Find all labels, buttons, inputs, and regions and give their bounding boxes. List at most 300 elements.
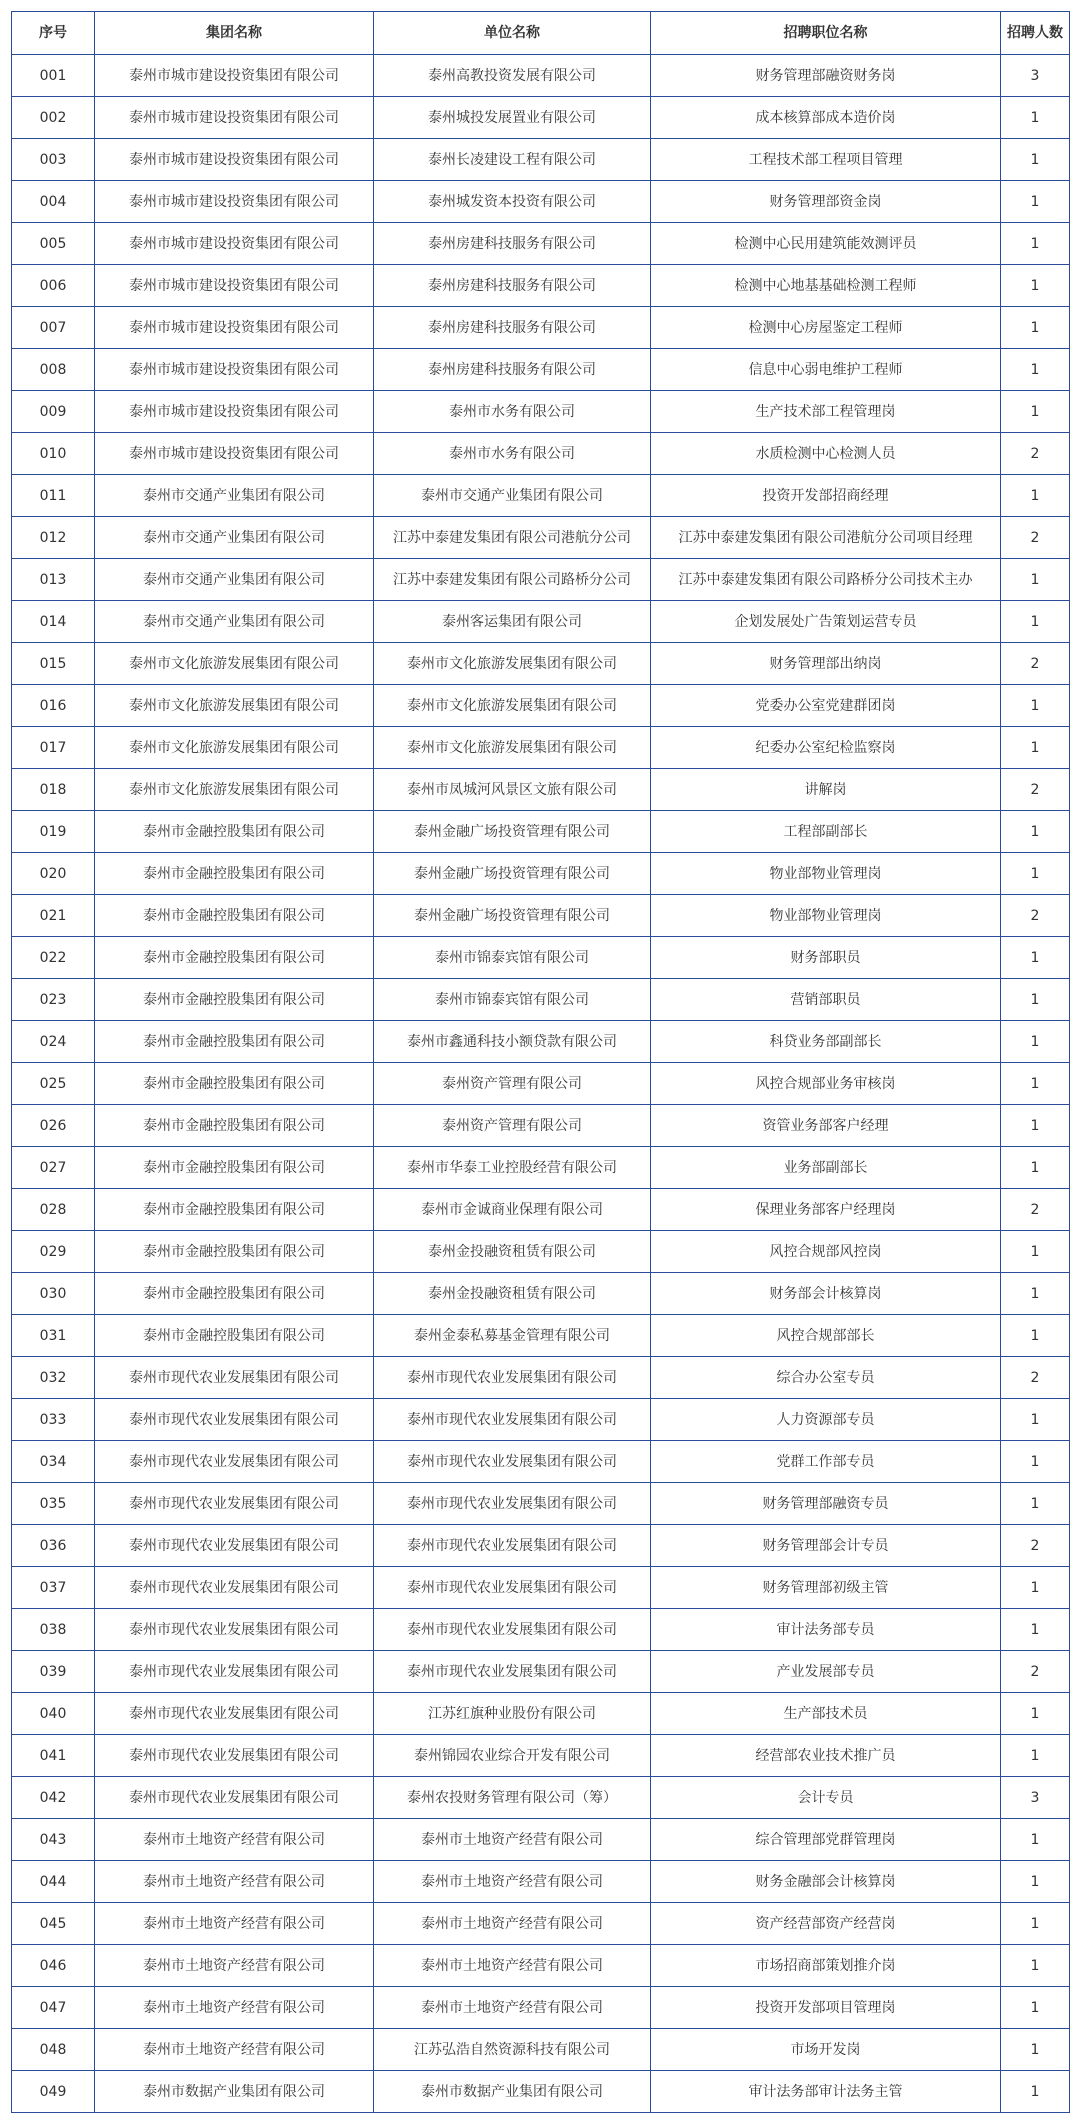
headcount-cell: 1: [1001, 391, 1070, 433]
position-name-cell: 工程部副部长: [651, 811, 1001, 853]
table-row: [12, 1861, 1070, 1903]
unit-name-cell: 泰州市现代农业发展集团有限公司: [374, 1525, 651, 1567]
table-row: [12, 1609, 1070, 1651]
headcount-cell: 1: [1001, 1231, 1070, 1273]
serial-cell: 049: [12, 2071, 95, 2113]
unit-name-cell: 泰州市文化旅游发展集团有限公司: [374, 727, 651, 769]
headcount-cell: 1: [1001, 2071, 1070, 2113]
serial-cell: 034: [12, 1441, 95, 1483]
table-row: [12, 1357, 1070, 1399]
group-name-cell: 泰州市城市建设投资集团有限公司: [95, 265, 374, 307]
unit-name-cell: 泰州市现代农业发展集团有限公司: [374, 1609, 651, 1651]
unit-name-cell: 泰州资产管理有限公司: [374, 1105, 651, 1147]
position-name-cell: 讲解岗: [651, 769, 1001, 811]
unit-name-cell: 泰州市水务有限公司: [374, 391, 651, 433]
table-row: [12, 769, 1070, 811]
unit-name-cell: 泰州市现代农业发展集团有限公司: [374, 1357, 651, 1399]
serial-cell: 021: [12, 895, 95, 937]
group-name-cell: 泰州市城市建设投资集团有限公司: [95, 433, 374, 475]
serial-cell: 024: [12, 1021, 95, 1063]
position-name-cell: 资管业务部客户经理: [651, 1105, 1001, 1147]
position-name-cell: 生产部技术员: [651, 1693, 1001, 1735]
unit-name-cell: 泰州市锦泰宾馆有限公司: [374, 979, 651, 1021]
headcount-cell: 1: [1001, 139, 1070, 181]
table-row: [12, 2071, 1070, 2113]
group-name-cell: 泰州市土地资产经营有限公司: [95, 1987, 374, 2029]
group-name-cell: 泰州市土地资产经营有限公司: [95, 1819, 374, 1861]
group-name-cell: 泰州市金融控股集团有限公司: [95, 1315, 374, 1357]
serial-cell: 023: [12, 979, 95, 1021]
table-row: [12, 811, 1070, 853]
serial-cell: 020: [12, 853, 95, 895]
position-name-cell: 工程技术部工程项目管理: [651, 139, 1001, 181]
group-name-cell: 泰州市土地资产经营有限公司: [95, 2029, 374, 2071]
unit-name-cell: 泰州金融广场投资管理有限公司: [374, 811, 651, 853]
position-name-cell: 财务管理部会计专员: [651, 1525, 1001, 1567]
unit-name-cell: 泰州市土地资产经营有限公司: [374, 1903, 651, 1945]
unit-name-cell: 泰州房建科技服务有限公司: [374, 223, 651, 265]
unit-name-cell: 泰州金投融资租赁有限公司: [374, 1273, 651, 1315]
serial-cell: 026: [12, 1105, 95, 1147]
table-row: [12, 55, 1070, 97]
header-position-name: 招聘职位名称: [651, 12, 1001, 55]
table-row: [12, 307, 1070, 349]
table-row: [12, 1231, 1070, 1273]
headcount-cell: 1: [1001, 2029, 1070, 2071]
serial-cell: 029: [12, 1231, 95, 1273]
serial-cell: 036: [12, 1525, 95, 1567]
group-name-cell: 泰州市金融控股集团有限公司: [95, 1021, 374, 1063]
group-name-cell: 泰州市现代农业发展集团有限公司: [95, 1777, 374, 1819]
headcount-cell: 1: [1001, 937, 1070, 979]
table-row: [12, 1483, 1070, 1525]
unit-name-cell: 江苏红旗种业股份有限公司: [374, 1693, 651, 1735]
header-unit-name: 单位名称: [374, 12, 651, 55]
headcount-cell: 1: [1001, 1273, 1070, 1315]
group-name-cell: 泰州市文化旅游发展集团有限公司: [95, 727, 374, 769]
unit-name-cell: 泰州锦园农业综合开发有限公司: [374, 1735, 651, 1777]
headcount-cell: 3: [1001, 55, 1070, 97]
position-name-cell: 纪委办公室纪检监察岗: [651, 727, 1001, 769]
unit-name-cell: 泰州金泰私募基金管理有限公司: [374, 1315, 651, 1357]
group-name-cell: 泰州市文化旅游发展集团有限公司: [95, 769, 374, 811]
group-name-cell: 泰州市现代农业发展集团有限公司: [95, 1525, 374, 1567]
table-row: [12, 2029, 1070, 2071]
serial-cell: 012: [12, 517, 95, 559]
group-name-cell: 泰州市金融控股集团有限公司: [95, 1147, 374, 1189]
headcount-cell: 1: [1001, 307, 1070, 349]
headcount-cell: 1: [1001, 1105, 1070, 1147]
position-name-cell: 风控合规部业务审核岗: [651, 1063, 1001, 1105]
recruitment-table: [11, 11, 1070, 2113]
unit-name-cell: 泰州市锦泰宾馆有限公司: [374, 937, 651, 979]
serial-cell: 022: [12, 937, 95, 979]
table-row: [12, 1945, 1070, 1987]
table-row: [12, 1735, 1070, 1777]
group-name-cell: 泰州市金融控股集团有限公司: [95, 1189, 374, 1231]
unit-name-cell: 泰州市交通产业集团有限公司: [374, 475, 651, 517]
position-name-cell: 物业部物业管理岗: [651, 853, 1001, 895]
serial-cell: 010: [12, 433, 95, 475]
table-row: [12, 97, 1070, 139]
header-serial: 序号: [12, 12, 95, 55]
headcount-cell: 1: [1001, 265, 1070, 307]
serial-cell: 015: [12, 643, 95, 685]
table-row: [12, 1189, 1070, 1231]
serial-cell: 038: [12, 1609, 95, 1651]
unit-name-cell: 泰州金投融资租赁有限公司: [374, 1231, 651, 1273]
serial-cell: 035: [12, 1483, 95, 1525]
unit-name-cell: 泰州市土地资产经营有限公司: [374, 1861, 651, 1903]
serial-cell: 042: [12, 1777, 95, 1819]
headcount-cell: 1: [1001, 1399, 1070, 1441]
headcount-cell: 1: [1001, 1609, 1070, 1651]
position-name-cell: 保理业务部客户经理岗: [651, 1189, 1001, 1231]
headcount-cell: 1: [1001, 1147, 1070, 1189]
table-row: [12, 1777, 1070, 1819]
headcount-cell: 2: [1001, 1651, 1070, 1693]
group-name-cell: 泰州市城市建设投资集团有限公司: [95, 55, 374, 97]
table-header: [12, 12, 1070, 55]
serial-cell: 013: [12, 559, 95, 601]
headcount-cell: 1: [1001, 559, 1070, 601]
headcount-cell: 2: [1001, 1357, 1070, 1399]
header-row: [12, 12, 1070, 55]
headcount-cell: 1: [1001, 1567, 1070, 1609]
serial-cell: 030: [12, 1273, 95, 1315]
headcount-cell: 1: [1001, 475, 1070, 517]
group-name-cell: 泰州市数据产业集团有限公司: [95, 2071, 374, 2113]
headcount-cell: 2: [1001, 433, 1070, 475]
table-row: [12, 1315, 1070, 1357]
group-name-cell: 泰州市金融控股集团有限公司: [95, 1273, 374, 1315]
unit-name-cell: 泰州市土地资产经营有限公司: [374, 1945, 651, 1987]
table-row: [12, 895, 1070, 937]
headcount-cell: 1: [1001, 1945, 1070, 1987]
position-name-cell: 党委办公室党建群团岗: [651, 685, 1001, 727]
unit-name-cell: 泰州市文化旅游发展集团有限公司: [374, 685, 651, 727]
position-name-cell: 综合管理部党群管理岗: [651, 1819, 1001, 1861]
headcount-cell: 1: [1001, 1063, 1070, 1105]
serial-cell: 045: [12, 1903, 95, 1945]
table-row: [12, 1651, 1070, 1693]
group-name-cell: 泰州市交通产业集团有限公司: [95, 559, 374, 601]
serial-cell: 039: [12, 1651, 95, 1693]
position-name-cell: 信息中心弱电维护工程师: [651, 349, 1001, 391]
table-row: [12, 349, 1070, 391]
position-name-cell: 企划发展处广告策划运营专员: [651, 601, 1001, 643]
table-row: [12, 475, 1070, 517]
group-name-cell: 泰州市现代农业发展集团有限公司: [95, 1567, 374, 1609]
table-row: [12, 1399, 1070, 1441]
unit-name-cell: 泰州金融广场投资管理有限公司: [374, 853, 651, 895]
group-name-cell: 泰州市城市建设投资集团有限公司: [95, 391, 374, 433]
serial-cell: 018: [12, 769, 95, 811]
headcount-cell: 1: [1001, 1693, 1070, 1735]
unit-name-cell: 泰州农投财务管理有限公司（筹）: [374, 1777, 651, 1819]
serial-cell: 008: [12, 349, 95, 391]
unit-name-cell: 泰州市现代农业发展集团有限公司: [374, 1567, 651, 1609]
group-name-cell: 泰州市交通产业集团有限公司: [95, 475, 374, 517]
serial-cell: 009: [12, 391, 95, 433]
group-name-cell: 泰州市城市建设投资集团有限公司: [95, 307, 374, 349]
position-name-cell: 财务部会计核算岗: [651, 1273, 1001, 1315]
position-name-cell: 党群工作部专员: [651, 1441, 1001, 1483]
group-name-cell: 泰州市城市建设投资集团有限公司: [95, 97, 374, 139]
group-name-cell: 泰州市金融控股集团有限公司: [95, 979, 374, 1021]
position-name-cell: 产业发展部专员: [651, 1651, 1001, 1693]
group-name-cell: 泰州市现代农业发展集团有限公司: [95, 1357, 374, 1399]
position-name-cell: 人力资源部专员: [651, 1399, 1001, 1441]
serial-cell: 031: [12, 1315, 95, 1357]
headcount-cell: 3: [1001, 1777, 1070, 1819]
serial-cell: 014: [12, 601, 95, 643]
position-name-cell: 审计法务部专员: [651, 1609, 1001, 1651]
serial-cell: 048: [12, 2029, 95, 2071]
group-name-cell: 泰州市城市建设投资集团有限公司: [95, 181, 374, 223]
position-name-cell: 业务部副部长: [651, 1147, 1001, 1189]
headcount-cell: 2: [1001, 895, 1070, 937]
headcount-cell: 1: [1001, 1483, 1070, 1525]
position-name-cell: 财务金融部会计核算岗: [651, 1861, 1001, 1903]
group-name-cell: 泰州市城市建设投资集团有限公司: [95, 139, 374, 181]
position-name-cell: 会计专员: [651, 1777, 1001, 1819]
headcount-cell: 2: [1001, 1525, 1070, 1567]
table-row: [12, 853, 1070, 895]
position-name-cell: 市场开发岗: [651, 2029, 1001, 2071]
serial-cell: 041: [12, 1735, 95, 1777]
serial-cell: 005: [12, 223, 95, 265]
unit-name-cell: 泰州市现代农业发展集团有限公司: [374, 1399, 651, 1441]
serial-cell: 044: [12, 1861, 95, 1903]
unit-name-cell: 泰州房建科技服务有限公司: [374, 307, 651, 349]
unit-name-cell: 泰州高教投资发展有限公司: [374, 55, 651, 97]
headcount-cell: 1: [1001, 1441, 1070, 1483]
headcount-cell: 1: [1001, 97, 1070, 139]
position-name-cell: 财务管理部融资专员: [651, 1483, 1001, 1525]
serial-cell: 016: [12, 685, 95, 727]
unit-name-cell: 泰州市凤城河风景区文旅有限公司: [374, 769, 651, 811]
headcount-cell: 2: [1001, 643, 1070, 685]
position-name-cell: 生产技术部工程管理岗: [651, 391, 1001, 433]
unit-name-cell: 江苏中泰建发集团有限公司路桥分公司: [374, 559, 651, 601]
table-row: [12, 1987, 1070, 2029]
headcount-cell: 1: [1001, 223, 1070, 265]
position-name-cell: 江苏中泰建发集团有限公司港航分公司项目经理: [651, 517, 1001, 559]
serial-cell: 002: [12, 97, 95, 139]
position-name-cell: 资产经营部资产经营岗: [651, 1903, 1001, 1945]
group-name-cell: 泰州市土地资产经营有限公司: [95, 1945, 374, 1987]
table-row: [12, 265, 1070, 307]
serial-cell: 047: [12, 1987, 95, 2029]
unit-name-cell: 泰州长凌建设工程有限公司: [374, 139, 651, 181]
serial-cell: 025: [12, 1063, 95, 1105]
table-row: [12, 391, 1070, 433]
position-name-cell: 财务管理部融资财务岗: [651, 55, 1001, 97]
header-group-name: 集团名称: [95, 12, 374, 55]
group-name-cell: 泰州市城市建设投资集团有限公司: [95, 349, 374, 391]
serial-cell: 011: [12, 475, 95, 517]
position-name-cell: 市场招商部策划推介岗: [651, 1945, 1001, 1987]
unit-name-cell: 泰州市数据产业集团有限公司: [374, 2071, 651, 2113]
table-row: [12, 223, 1070, 265]
unit-name-cell: 泰州市华泰工业控股经营有限公司: [374, 1147, 651, 1189]
table-row: [12, 979, 1070, 1021]
unit-name-cell: 泰州房建科技服务有限公司: [374, 349, 651, 391]
unit-name-cell: 泰州市水务有限公司: [374, 433, 651, 475]
table-row: [12, 937, 1070, 979]
group-name-cell: 泰州市现代农业发展集团有限公司: [95, 1441, 374, 1483]
headcount-cell: 1: [1001, 349, 1070, 391]
headcount-cell: 1: [1001, 1021, 1070, 1063]
headcount-cell: 1: [1001, 811, 1070, 853]
table-row: [12, 1819, 1070, 1861]
unit-name-cell: 泰州市现代农业发展集团有限公司: [374, 1441, 651, 1483]
unit-name-cell: 泰州市文化旅游发展集团有限公司: [374, 643, 651, 685]
group-name-cell: 泰州市现代农业发展集团有限公司: [95, 1693, 374, 1735]
group-name-cell: 泰州市交通产业集团有限公司: [95, 601, 374, 643]
group-name-cell: 泰州市金融控股集团有限公司: [95, 811, 374, 853]
unit-name-cell: 泰州金融广场投资管理有限公司: [374, 895, 651, 937]
position-name-cell: 财务管理部初级主管: [651, 1567, 1001, 1609]
table-row: [12, 601, 1070, 643]
serial-cell: 019: [12, 811, 95, 853]
table-row: [12, 1021, 1070, 1063]
group-name-cell: 泰州市现代农业发展集团有限公司: [95, 1651, 374, 1693]
group-name-cell: 泰州市文化旅游发展集团有限公司: [95, 643, 374, 685]
unit-name-cell: 泰州市现代农业发展集团有限公司: [374, 1651, 651, 1693]
serial-cell: 007: [12, 307, 95, 349]
group-name-cell: 泰州市土地资产经营有限公司: [95, 1861, 374, 1903]
position-name-cell: 检测中心房屋鉴定工程师: [651, 307, 1001, 349]
position-name-cell: 营销部职员: [651, 979, 1001, 1021]
headcount-cell: 2: [1001, 1189, 1070, 1231]
table-row: [12, 1273, 1070, 1315]
position-name-cell: 物业部物业管理岗: [651, 895, 1001, 937]
position-name-cell: 成本核算部成本造价岗: [651, 97, 1001, 139]
serial-cell: 004: [12, 181, 95, 223]
table-row: [12, 643, 1070, 685]
position-name-cell: 风控合规部风控岗: [651, 1231, 1001, 1273]
unit-name-cell: 泰州城投发展置业有限公司: [374, 97, 651, 139]
unit-name-cell: 泰州市土地资产经营有限公司: [374, 1819, 651, 1861]
serial-cell: 028: [12, 1189, 95, 1231]
headcount-cell: 1: [1001, 1987, 1070, 2029]
unit-name-cell: 泰州市鑫通科技小额贷款有限公司: [374, 1021, 651, 1063]
table-row: [12, 1903, 1070, 1945]
table-row: [12, 1693, 1070, 1735]
headcount-cell: 2: [1001, 517, 1070, 559]
serial-cell: 017: [12, 727, 95, 769]
headcount-cell: 1: [1001, 1903, 1070, 1945]
table-row: [12, 1525, 1070, 1567]
headcount-cell: 1: [1001, 601, 1070, 643]
position-name-cell: 投资开发部招商经理: [651, 475, 1001, 517]
group-name-cell: 泰州市现代农业发展集团有限公司: [95, 1399, 374, 1441]
serial-cell: 046: [12, 1945, 95, 1987]
group-name-cell: 泰州市交通产业集团有限公司: [95, 517, 374, 559]
table-row: [12, 1441, 1070, 1483]
table-row: [12, 1063, 1070, 1105]
position-name-cell: 科贷业务部副部长: [651, 1021, 1001, 1063]
unit-name-cell: 江苏中泰建发集团有限公司港航分公司: [374, 517, 651, 559]
table-row: [12, 1105, 1070, 1147]
unit-name-cell: 泰州市现代农业发展集团有限公司: [374, 1483, 651, 1525]
group-name-cell: 泰州市城市建设投资集团有限公司: [95, 223, 374, 265]
headcount-cell: 1: [1001, 181, 1070, 223]
position-name-cell: 财务管理部资金岗: [651, 181, 1001, 223]
unit-name-cell: 泰州房建科技服务有限公司: [374, 265, 651, 307]
unit-name-cell: 泰州资产管理有限公司: [374, 1063, 651, 1105]
position-name-cell: 检测中心地基基础检测工程师: [651, 265, 1001, 307]
serial-cell: 032: [12, 1357, 95, 1399]
position-name-cell: 综合办公室专员: [651, 1357, 1001, 1399]
serial-cell: 006: [12, 265, 95, 307]
group-name-cell: 泰州市金融控股集团有限公司: [95, 895, 374, 937]
headcount-cell: 1: [1001, 1819, 1070, 1861]
position-name-cell: 风控合规部部长: [651, 1315, 1001, 1357]
group-name-cell: 泰州市现代农业发展集团有限公司: [95, 1609, 374, 1651]
serial-cell: 001: [12, 55, 95, 97]
headcount-cell: 1: [1001, 727, 1070, 769]
group-name-cell: 泰州市金融控股集团有限公司: [95, 1105, 374, 1147]
table-row: [12, 139, 1070, 181]
group-name-cell: 泰州市现代农业发展集团有限公司: [95, 1483, 374, 1525]
group-name-cell: 泰州市文化旅游发展集团有限公司: [95, 685, 374, 727]
position-name-cell: 经营部农业技术推广员: [651, 1735, 1001, 1777]
serial-cell: 027: [12, 1147, 95, 1189]
serial-cell: 043: [12, 1819, 95, 1861]
group-name-cell: 泰州市金融控股集团有限公司: [95, 1231, 374, 1273]
position-name-cell: 财务部职员: [651, 937, 1001, 979]
position-name-cell: 财务管理部出纳岗: [651, 643, 1001, 685]
unit-name-cell: 泰州市土地资产经营有限公司: [374, 1987, 651, 2029]
group-name-cell: 泰州市现代农业发展集团有限公司: [95, 1735, 374, 1777]
table-row: [12, 1147, 1070, 1189]
table-row: [12, 433, 1070, 475]
table-row: [12, 181, 1070, 223]
serial-cell: 033: [12, 1399, 95, 1441]
unit-name-cell: 泰州城发资本投资有限公司: [374, 181, 651, 223]
header-headcount: 招聘人数: [1001, 12, 1070, 55]
table-row: [12, 727, 1070, 769]
headcount-cell: 1: [1001, 1861, 1070, 1903]
group-name-cell: 泰州市金融控股集团有限公司: [95, 853, 374, 895]
position-name-cell: 水质检测中心检测人员: [651, 433, 1001, 475]
group-name-cell: 泰州市金融控股集团有限公司: [95, 937, 374, 979]
serial-cell: 037: [12, 1567, 95, 1609]
table-row: [12, 517, 1070, 559]
headcount-cell: 1: [1001, 853, 1070, 895]
table-row: [12, 1567, 1070, 1609]
headcount-cell: 2: [1001, 769, 1070, 811]
unit-name-cell: 泰州市金诚商业保理有限公司: [374, 1189, 651, 1231]
headcount-cell: 1: [1001, 685, 1070, 727]
position-name-cell: 投资开发部项目管理岗: [651, 1987, 1001, 2029]
unit-name-cell: 江苏弘浩自然资源科技有限公司: [374, 2029, 651, 2071]
headcount-cell: 1: [1001, 1315, 1070, 1357]
position-name-cell: 江苏中泰建发集团有限公司路桥分公司技术主办: [651, 559, 1001, 601]
group-name-cell: 泰州市土地资产经营有限公司: [95, 1903, 374, 1945]
table-body: [12, 55, 1070, 2113]
group-name-cell: 泰州市金融控股集团有限公司: [95, 1063, 374, 1105]
table-row: [12, 559, 1070, 601]
position-name-cell: 审计法务部审计法务主管: [651, 2071, 1001, 2113]
headcount-cell: 1: [1001, 1735, 1070, 1777]
unit-name-cell: 泰州客运集团有限公司: [374, 601, 651, 643]
serial-cell: 040: [12, 1693, 95, 1735]
serial-cell: 003: [12, 139, 95, 181]
